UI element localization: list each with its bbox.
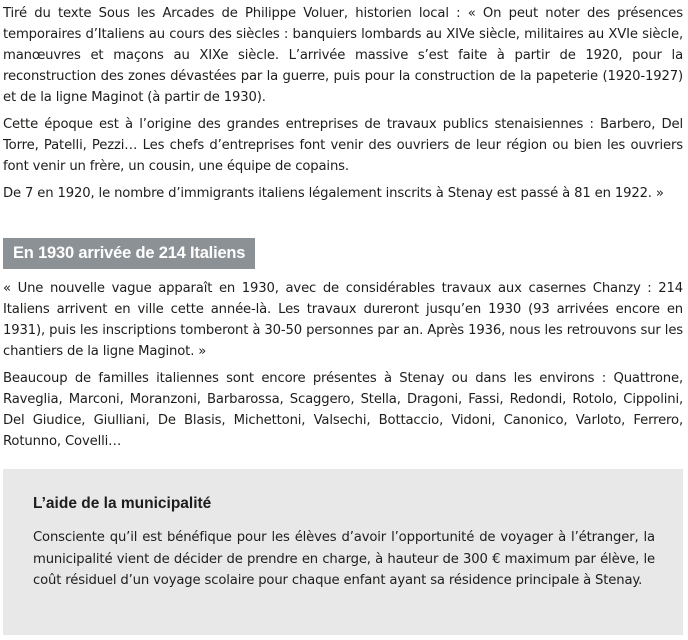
immigrants-count-paragraph: De 7 en 1920, le nombre d’immigrants italiens légalement inscrits à Stenay est passé à 81 en 1922. » (3, 186, 664, 201)
box-body: Consciente qu’il est bénéfique pour les élèves d’avoir l’opportunité de voyager à l’étranger, la municipalité vient de décider de prendre en charge, à hauteur de 300 € maximum par élève, le coût résiduel d’un voyage scolaire pour chaque enfant ayant sa résidence principale à Stenay. (33, 530, 655, 588)
families-paragraph: Beaucoup de familles italiennes sont encore présentes à Stenay ou dans les environs : Quattrone, Raveglia, Marconi, Moranzoni, Barbarossa, Scaggero, Stella, Dragoni, Fassi, Redondi, Rotolo, Cippolini, Del Giudice, Giulliani, De Blasis, Michettoni, Valsechi, Bottaccio, Vidoni, Canonico, Varloto, Ferrero, Rotunno, Covelli… (3, 371, 683, 449)
intro-paragraph: Tiré du texte Sous les Arcades de Philippe Voluer, historien local : « On peut noter des présences temporaires d’Italiens au cours des siècles : banquiers lombards au XIVe siècle, militaires au XVIe siècle, manœuvres et maçons au XIXe siècle. L’arrivée massive s’est faite à partir de 1920, pour la reconstruction des zones dévastées par la guerre, puis pour la construction de la papeterie (1920-1927) et de la ligne Maginot (à partir de 1930). (3, 6, 683, 105)
municipality-aid-box (3, 469, 683, 635)
section-heading: En 1930 arrivée de 214 Italiens (3, 238, 255, 269)
enterprises-paragraph: Cette époque est à l’origine des grandes entreprises de travaux publics stenaisiennes : Barbero, Del Torre, Patelli, Pezzi… Les chefs d’entreprises font venir des ouvriers de leur région ou bien les ouvriers font venir un frère, un cousin, une équipe de copains. (3, 117, 683, 174)
article-body (3, 3, 683, 458)
box-title: L’aide de la municipalité (33, 495, 212, 512)
new-wave-paragraph: « Une nouvelle vague apparaît en 1930, avec de considérables travaux aux casernes Chanzy : 214 Italiens arrivent en ville cette année-là. Les travaux dureront jusqu’en 1930 (93 arrivées encore en 1931), puis les inscriptions tomberont à 30-50 personnes par an. Après 1936, nous les retrouvons sur les chantiers de la ligne Maginot. » (3, 281, 683, 359)
